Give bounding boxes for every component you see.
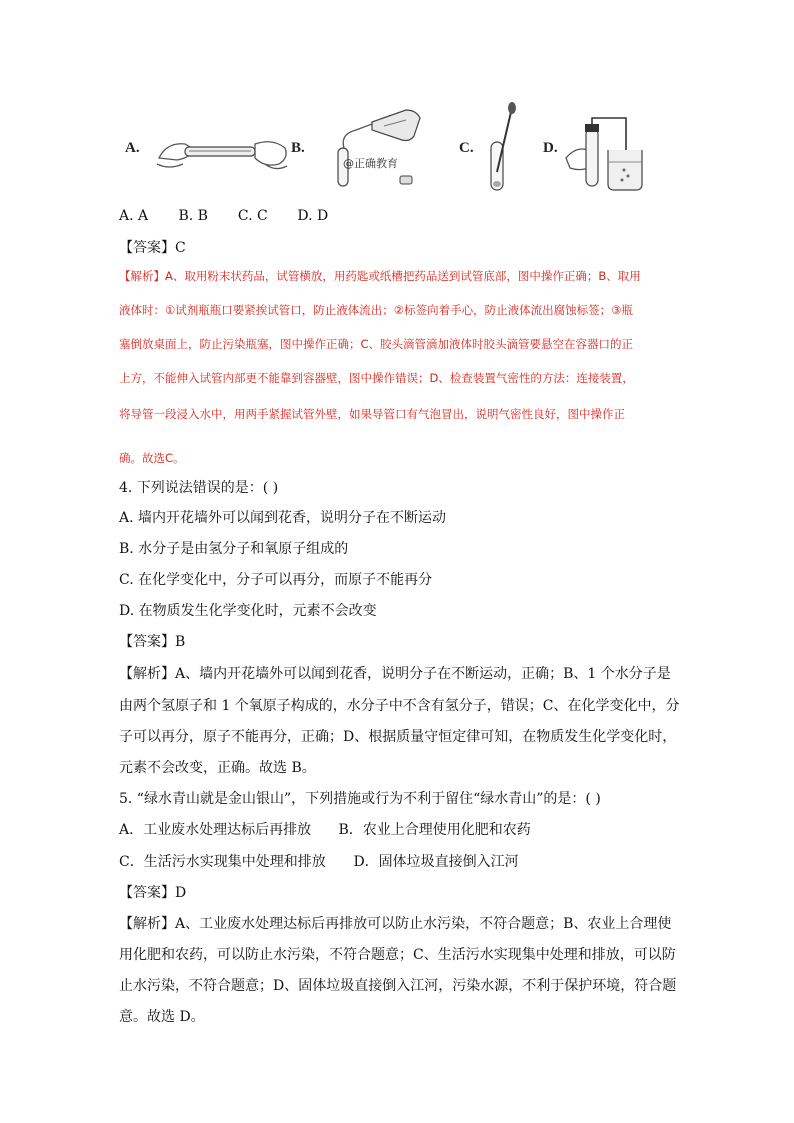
q3-answer: 【答案】C <box>119 240 186 256</box>
q3-choice-b: B. B <box>178 208 208 224</box>
q4-analysis-line: 子可以再分，原子不能再分，正确；D、根据质量守恒定律可知，在物质发生化学变化时， <box>119 729 677 745</box>
q4-option-c: C. 在化学变化中，分子可以再分，而原子不能再分 <box>119 572 433 588</box>
q5-stem: 5. “绿水青山就是金山银山”，下列措施或行为不利于留住“绿水青山”的是：( ) <box>119 791 601 807</box>
q3-analysis-line: 【解析】A、取用粉末状药品，试管横放，用药匙或纸槽把药品送到试管底部，图中操作正确；B、取用 <box>119 269 641 283</box>
q4-analysis-line: 由两个氢原子和 1 个氧原子构成的，水分子中不含有氢分子，错误；C、在化学变化中，分 <box>119 698 680 714</box>
figure-label-b: B. <box>291 140 305 156</box>
q3-choices <box>119 206 352 226</box>
q4-option-d: D. 在物质发生化学变化时，元素不会改变 <box>119 603 377 619</box>
q3-analysis-line: 液体时：①试剂瓶瓶口要紧挨试管口，防止液体流出；②标签向着手心，防止液体流出腐蚀标签；③瓶 <box>119 303 633 317</box>
q4-analysis-line: 元素不会改变，正确。故选 B。 <box>119 760 316 776</box>
dropper-in-tube-illustration <box>479 100 519 194</box>
q5-options-row2 <box>119 852 519 872</box>
q5-option-a: A．工业废水处理达标后再排放 <box>119 822 312 838</box>
watermark-text: @正确教育 <box>343 157 398 170</box>
q3-analysis-line: 塞倒放桌面上，防止污染瓶塞，图中操作正确；C、胶头滴管滴加液体时胶头滴管要悬空在容器口的正 <box>119 337 634 351</box>
q3-choice-c: C. C <box>237 208 268 224</box>
q5-option-d: D．固体垃圾直接倒入江河 <box>353 854 519 870</box>
q5-analysis-line: 止水污染，不符合题意；D、固体垃圾直接倒入江河，污染水源，不利于保护环境，符合题 <box>119 978 677 994</box>
q5-analysis-line: 【解析】A、工业废水处理达标后再排放可以防止水污染，不符合题意；B、农业上合理使 <box>119 916 672 932</box>
q4-analysis-line: 【解析】A、墙内开花墙外可以闻到花香，说明分子在不断运动，正确；B、1 个水分子是 <box>119 666 671 682</box>
q3-analysis-line: 上方，不能伸入试管内部更不能靠到容器壁，图中操作错误；D、检查装置气密性的方法：连接装置， <box>119 371 634 385</box>
lab-operations-figure <box>119 100 647 194</box>
q5-analysis-line: 意。故选 D。 <box>119 1009 205 1025</box>
q3-analysis-line: 将导管一段浸入水中，用两手紧握试管外壁，如果导管口有气泡冒出，说明气密性良好，图中操作正 <box>119 407 625 421</box>
figure-label-a: A. <box>125 140 140 156</box>
q3-choice-d: D. D <box>297 208 329 224</box>
q5-option-b: B．农业上合理使用化肥和农药 <box>338 822 531 838</box>
q3-choice-a: A. A <box>119 208 149 224</box>
figure-label-c: C. <box>459 140 474 156</box>
q5-option-c: C．生活污水实现集中处理和排放 <box>119 854 326 870</box>
q4-option-a: A. 墙内开花墙外可以闻到花香，说明分子在不断运动 <box>119 510 447 526</box>
q4-stem: 4. 下列说法错误的是：( ) <box>119 480 279 496</box>
q3-analysis-line: 确。故选C。 <box>119 451 185 465</box>
airtightness-check-illustration <box>564 114 646 192</box>
pouring-liquid-illustration <box>324 104 434 190</box>
q5-options-row1 <box>119 820 531 840</box>
q4-answer: 【答案】B <box>119 634 186 650</box>
q4-option-b: B. 水分子是由氢分子和氧原子组成的 <box>119 541 349 557</box>
figure-label-d: D. <box>543 140 558 156</box>
powder-loading-illustration <box>149 120 299 180</box>
q5-analysis-line: 用化肥和农药，可以防止水污染，不符合题意；C、生活污水实现集中处理和排放，可以防 <box>119 947 676 963</box>
q5-answer: 【答案】D <box>119 885 187 901</box>
